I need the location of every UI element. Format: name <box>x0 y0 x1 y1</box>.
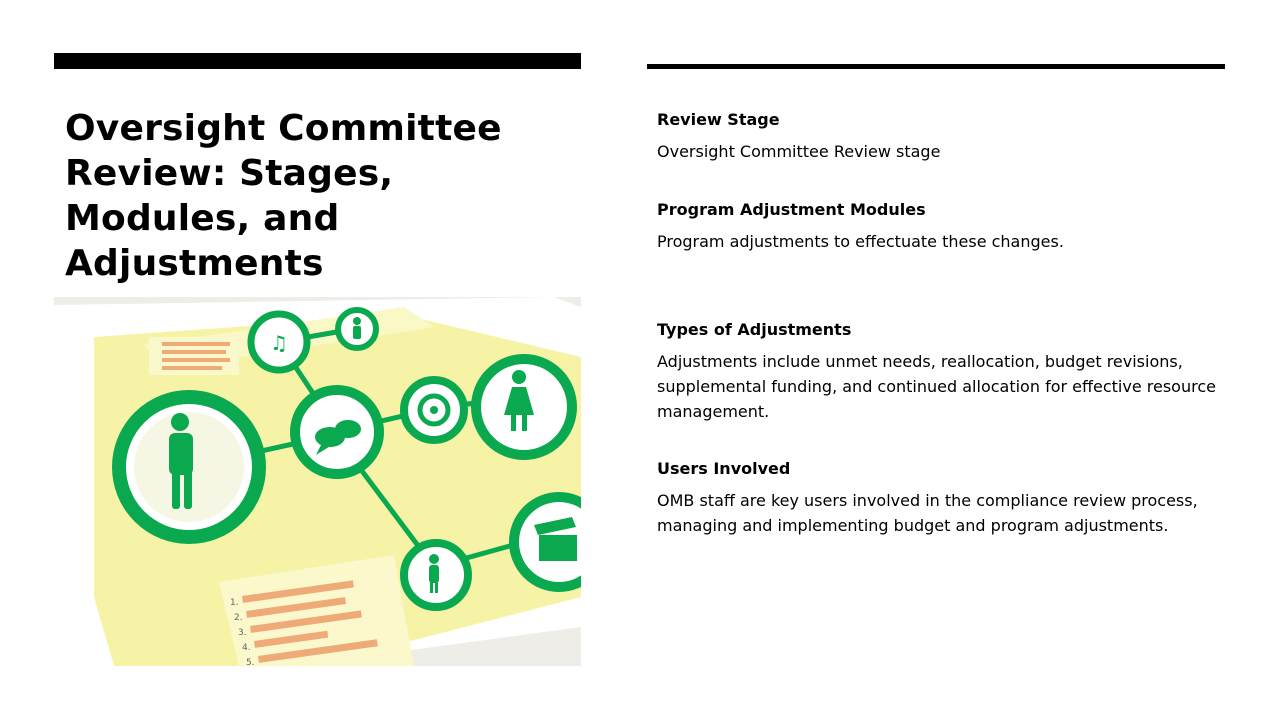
svg-text:4.: 4. <box>242 643 251 653</box>
section-body: Oversight Committee Review stage <box>657 142 941 161</box>
top-bar <box>162 366 222 370</box>
top-bar <box>162 358 230 362</box>
small-person-icon <box>353 317 361 339</box>
title-accent-bar <box>54 53 581 69</box>
svg-text:1.: 1. <box>230 598 239 608</box>
network-diagram-illustration <box>54 297 581 666</box>
section-heading: Review Stage <box>657 110 780 129</box>
svg-text:5.: 5. <box>246 658 255 666</box>
svg-text:2.: 2. <box>234 613 243 623</box>
top-bar <box>162 342 230 346</box>
section-review-stage <box>657 110 1217 164</box>
content-divider-bar <box>647 64 1225 69</box>
section-body: Program adjustments to effectuate these changes. <box>657 232 1064 251</box>
section-heading: Types of Adjustments <box>657 320 852 339</box>
section-heading: Users Involved <box>657 459 791 478</box>
section-types-of-adjustments <box>657 320 1217 424</box>
top-bar <box>162 350 226 354</box>
section-body: OMB staff are key users involved in the compliance review process, managing and implementing budget and program adjustments. <box>657 491 1198 535</box>
section-users-involved <box>657 459 1217 538</box>
music-icon: ♫ <box>270 331 288 355</box>
svg-text:3.: 3. <box>238 628 247 638</box>
section-program-adjustment-modules <box>657 200 1217 254</box>
section-heading: Program Adjustment Modules <box>657 200 926 219</box>
slide-title: Oversight Committee Review: Stages, Modules, and Adjustments <box>65 108 502 284</box>
section-body: Adjustments include unmet needs, reallocation, budget revisions, supplemental funding, and continued allocation for effective resource management. <box>657 352 1216 421</box>
